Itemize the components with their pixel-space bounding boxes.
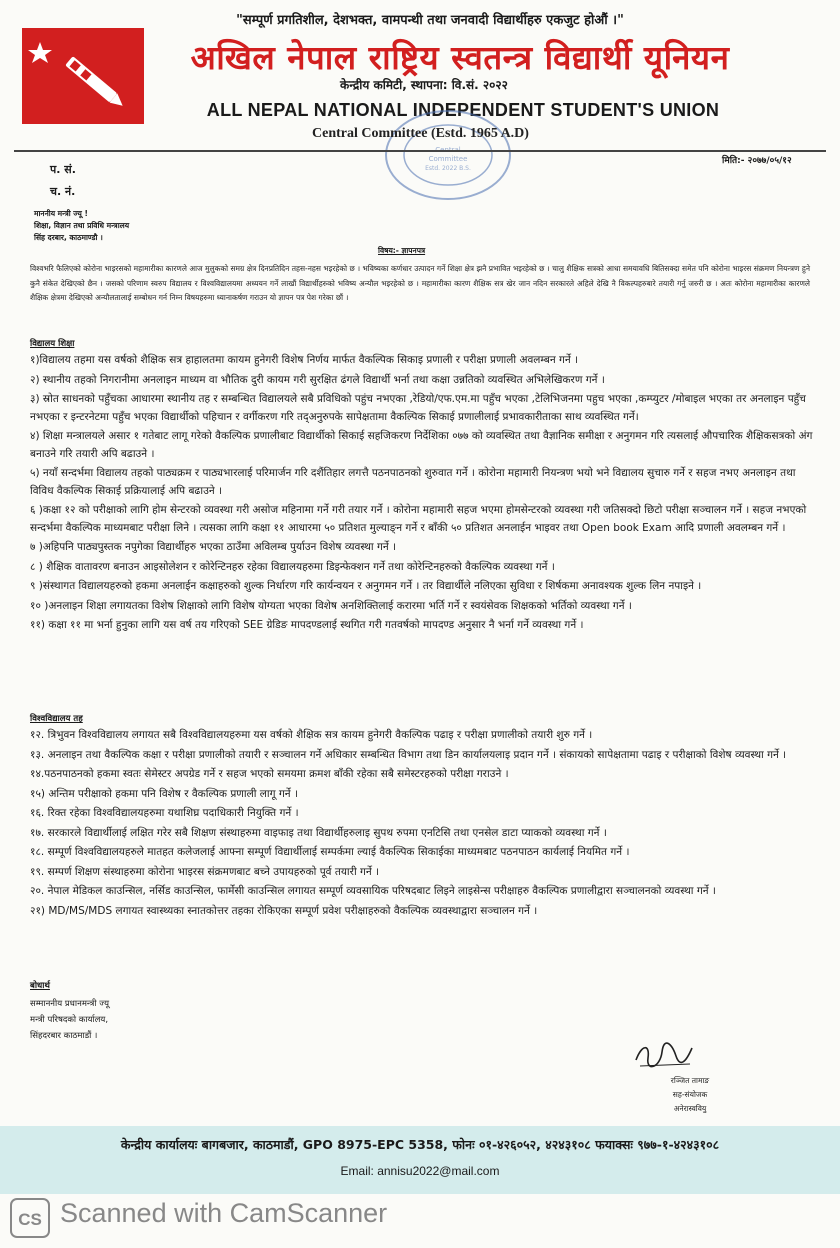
cc-line: मन्त्री परिषदको कार्यालय,	[30, 1015, 109, 1025]
list-item: १३. अनलाइन तथा वैकल्पिक कक्षा र परीक्षा प्रणालीको तयारी र सञ्चालन गर्ने अधिकार सम्बन्धित विभाग तथा डिन कार्यालयलाइ प्रदान गर्ने । संकायको सापेक्षतामा पढाइ र परीक्षाको विशेष व्यवस्था गर्ने ।	[30, 748, 787, 761]
list-item: १८. सम्पूर्ण विश्वविद्यालयहरुले मातहत कलेजलाई आफ्ना सम्पूर्ण विद्यार्थीलाई सम्पर्कमा ल्याई वैकल्पिक सिकाईका माध्यमबाट पठनपाठन कार्यलाई नियमित गर्ने ।	[30, 846, 630, 858]
cc-line: सिंहदरबार काठमाडौं ।	[30, 1031, 98, 1041]
address-line: माननीय मन्त्री ज्यू !	[34, 209, 88, 218]
signatory-post: सह-संयोजक	[672, 1090, 708, 1099]
seal-stamp-icon	[383, 108, 513, 203]
header-divider	[14, 150, 826, 152]
reference-number-label: प. सं.	[50, 163, 76, 176]
org-name-english: ALL NEPAL NATIONAL INDEPENDENT STUDENT'S UNION	[206, 100, 720, 120]
subject-line: विषय:- ज्ञापनपत्र	[378, 246, 426, 255]
flag-logo-icon	[22, 28, 144, 124]
list-item: २१) MD/MS/MDS लगायत स्वास्थ्यका स्नातकोत्तर तहका रोकिएका सम्पूर्ण प्रवेश परीक्षाहरुको वैकल्पिक व्यवस्थाद्वारा सञ्चालन गर्ने ।	[30, 904, 538, 917]
list-item: १२. त्रिभुवन विश्वविद्यालय लगायत सबै विश्वविद्यालयहरुमा यस वर्षको शैक्षिक सत्र कायम हुनेगरी वैकल्पिक पढाइ र परीक्षा प्रणालीको तयारी शुरु गर्ने ।	[30, 729, 593, 741]
footer-office-address: केन्द्रीय कार्यालयः बागबजार, काठमाडौं, GPO 8975-EPC 5358, फोनः ०१-४२६०५२, ४२४३१०८ फयाक्सः ९७७-१-४२४३१०८	[120, 1137, 720, 1152]
list-item: २०. नेपाल मेडिकल काउन्सिल, नर्सिड काउन्सिल, फार्मेसी काउन्सिल लगायत सम्पूर्ण व्यवसायिक परिषदबाट लिइने लाइसेन्स परीक्षाहरु वैकल्पिक प्रणालीद्वारा सञ्चालनको व्यवस्था गर्ने ।	[30, 885, 716, 897]
recipient-address	[34, 208, 129, 244]
letter-date: मिति:- २०७७/०५/१२	[722, 156, 792, 166]
list-item: १५) अन्तिम परीक्षाको हकमा पनि विशेष र वैकल्पिक प्रणाली लागू गर्ने ।	[30, 787, 298, 800]
cc-line: सम्माननीय प्रधानमन्त्री ज्यू	[30, 999, 110, 1009]
list-item: ७ )अहिपनि पाठ्यपुस्तक नपुगेका विद्यार्थीहरु भएका ठाउँमा अविलम्ब पुर्याउन विशेष व्यवस्था गर्ने ।	[30, 541, 397, 553]
footer-email: Email: annisu2022@mail.com	[340, 1164, 500, 1178]
list-item: ११) कक्षा ११ मा भर्ना हुनुका लागि यस वर्ष तय गरिएको SEE ग्रेडिङ मापदण्डलाई स्थगित गरी गतवर्षको मापदण्ड अनुसार नै भर्ना गर्ने व्यवस्था गर्ने ।	[30, 619, 584, 631]
camscanner-logo-icon	[10, 1198, 50, 1238]
list-item: १)विद्यालय तहमा यस वर्षको शैक्षिक सत्र हाहालतमा कायम हुनेगरी विशेष निर्णय मार्फत वैकल्पिक सिकाइ प्रणाली र परीक्षा प्रणाली अवलम्बन गर्ने ।	[30, 354, 579, 366]
list-item: ५) नयाँ सन्दर्भमा विद्यालय तहको पाठ्यक्रम र पाठ्यभारलाई परिमार्जन गरि दशैंतिहार लगत्तै पठनपाठनको शुरुवात गर्ने । कोरोना महामारी नियन्त्रण भयो भने विद्यालय सुचारु गर्ने र सहज नभए अनलाइन तथा विविध वैकल्पिक सिकाई प्रक्रियालाई अपि बढाउने ।	[30, 467, 796, 497]
signature-image	[632, 1038, 698, 1072]
list-item: १७. सरकारले विद्यार्थीलाई लक्षित गरेर सबै शिक्षण संस्थाहरुमा वाइफाइ तथा विद्यार्थीहरुलाइ सुपथ रुपमा एनटिसि तथा एनसेल डाटा प्याकको व्यवस्था गर्ने ।	[30, 826, 607, 839]
intro-paragraph: विश्वभरि फैलिएको कोरोना भाइरसको महामारीका कारणले आज मुलुकको समग्र क्षेत्र दिनप्रतिदिन तहस-नहस भइरहेको छ । भविष्यका कर्णधार उत्पादन गर्ने शिक्षा क्षेत्र झनै प्रभावित भइरहेको छ । चालु शैक्षिक सत्रको आधा समयावधि बितिसक्दा समेत पनि कोरोना भाइरस संक्रमण नियन्त्रण हुने कुनै संकेत देखिएको छैन । जसको परिणाम स्वरुप विद्यालय र विश्वविद्यालयमा अध्ययन गर्ने लाखौं विद्यार्थीहरुको भविष्य अन्यौल भइरहेको छ । महामारीका कारण शैक्षिक सत्र खेर जान नदिन सरकारले अहिले देखि नै विकल्पहरुबारे तयारी गर्नु जरुरी छ । अतः कोरोना महामारीका कारणले शैक्षिक क्षेत्रमा देखिएको अन्यौलतालाई सम्बोधन गर्न निम्न विषयहरुमा ध्यानाकर्षण गराउन यो ज्ञापन पत्र पेश गरेका छौं ।	[30, 264, 810, 302]
university-demands-list	[30, 727, 814, 922]
central-committee-english: Central Committee (Estd. 1965 A.D)	[312, 126, 529, 141]
motto: "सम्पूर्ण प्रगतिशील, देशभक्त, वामपन्थी तथा जनवादी विद्यार्थीहरु एकजुट होऔं ।"	[236, 13, 624, 28]
dispatch-number-label: च. नं.	[50, 185, 76, 198]
list-item: २) स्थानीय तहको निगरानीमा अनलाइन माध्यम वा भौतिक दुरी कायम गरी सुरक्षित ढंगले विद्यार्थी भर्ना तथा कक्षा उन्नतिको व्यवस्थित अभिलेखिकरण गर्ने ।	[30, 373, 605, 386]
org-name-nepali: अखिल नेपाल राष्ट्रिय स्वतन्त्र विद्यार्थी यूनियन	[190, 38, 730, 77]
list-item: ४) शिक्षा मन्त्रालयले असार १ गतेबाट लागू गरेको वैकल्पिक प्रणालीबाट विद्यार्थीको सिकाई सहजिकरण निर्देशिका ०७७ को व्यवस्थित तथा वैज्ञानिक समीक्षा र अनुगमन गरि त्यसलाई औपचारिक शैक्षिकसत्रको अंग बनाउने गरि तयारी अपि बढाउने ।	[30, 430, 813, 460]
signatory-org: अनेरास्ववियु	[673, 1104, 707, 1113]
list-item: ३) स्रोत साधनको पहुँचका आधारमा स्थानीय तह र सम्बन्धित विद्यालयले सबै प्रविधिको पहुंच नभएका ,रेडियो/एफ.एम.मा पहुँच भएका ,टेलिभिजनमा पहुच भएका ,कम्प्युटर /मोबाइल भएका तर अनलाइन पहुँच नभएका र इन्टरनेटमा पहुँच भएका विद्यार्थीको पहिचान र वर्गीकरण गरि तद्अनुरुपके सापेक्षतामा वैकल्पिक सिकाई प्रणालीलाई प्रभावकारीताका साथ व्यवस्थित गर्ने।	[30, 393, 806, 423]
svg-text:Committee: Committee	[428, 155, 468, 163]
list-item: ८ ) शैक्षिक वातावरण बनाउन आइसोलेशन र कोरेन्टिनहरु रहेका विद्यालयहरुमा डिइन्फेक्शन गर्ने तथा कोरेन्टिनहरुको वैकल्पिक व्यवस्था गर्ने ।	[30, 560, 555, 573]
school-demands-list	[30, 352, 814, 637]
section-heading-school: विद्यालय शिक्षा	[30, 339, 75, 349]
central-committee-nepali: केन्द्रीय कमिटी, स्थापना: वि.सं. २०२२	[340, 78, 508, 92]
section-heading-university: विश्वविद्यालय तह	[30, 714, 83, 724]
signatory-block	[600, 1074, 780, 1116]
list-item: १० )अनलाइन शिक्षा लगायतका विशेष शिक्षाको लागि विशेष योग्यता भएका विशेष अनशिक्तिलाई करारमा भर्ति गर्ने र स्वयंसेवक शिक्षकको भर्तिको व्यवस्था गर्ने ।	[30, 599, 632, 612]
svg-text:CS: CS	[18, 1210, 42, 1229]
signatory-name: रञ्जित तामाङ	[670, 1076, 710, 1085]
list-item: ९ )संस्थागत विद्यालयहरुको हकमा अनलाईन कक्षाहरुको शुल्क निर्धारण गरि कार्यन्वयन र अनुगमन गर्ने । तर विद्यार्थीले नलिएका सुविधा र शिर्षकमा अनावश्यक शुल्क लिन नपाइने ।	[30, 580, 702, 592]
cc-heading: बोधार्थ	[30, 981, 50, 991]
address-line: सिंह दरबार, काठमाण्डौ ।	[34, 233, 103, 242]
camscanner-watermark-text: Scanned with CamScanner	[60, 1198, 388, 1228]
list-item: १६. रिक्त रहेका विश्वविद्यालयहरुमा यथाशिघ्र पदाधिकारी नियुक्ति गर्ने ।	[30, 807, 299, 819]
svg-text:Estd. 2022 B.S.: Estd. 2022 B.S.	[425, 165, 471, 172]
list-item: १४.पठनपाठनको हकमा स्वतः सेमेस्टर अपग्रेड गर्ने र सहज भएको समयमा क्रमश बाँकी रहेका सबै समेस्टरहरुको परीक्षा गराउने ।	[30, 768, 509, 780]
address-line: शिक्षा, विज्ञान तथा प्रविधि मन्त्रालय	[34, 221, 130, 230]
list-item: ६ )कक्षा १२ को परीक्षाको लागि होम सेन्टरको व्यवस्था गरी असोज महिनामा गर्ने गरी तयार गर्ने । कोरोना महामारी सहज भएमा होमसेन्टरको व्यवस्था गरी जतिसक्दो छिटो परीक्षा सञ्चालन गर्ने । सहज नभएको सन्दर्भमा वैकल्पिक माध्यमबाट परीक्षा लिने । त्यसका लागि कक्षा ११ आधारमा ५० प्रतिशत मुल्याङ्न गर्ने र बाँकी ५० प्रतिशत अनलाईन भाइवर तथा Open book Exam आदि प्रणाली अवलम्बन गर्ने ।	[30, 504, 807, 534]
cc-recipients	[30, 996, 109, 1044]
list-item: १९. सम्पर्ण शिक्षण संस्थाहरुमा कोरोना भाइरस संक्रमणबाट बच्ने उपायहरुको पूर्व तयारी गर्ने ।	[30, 865, 380, 878]
